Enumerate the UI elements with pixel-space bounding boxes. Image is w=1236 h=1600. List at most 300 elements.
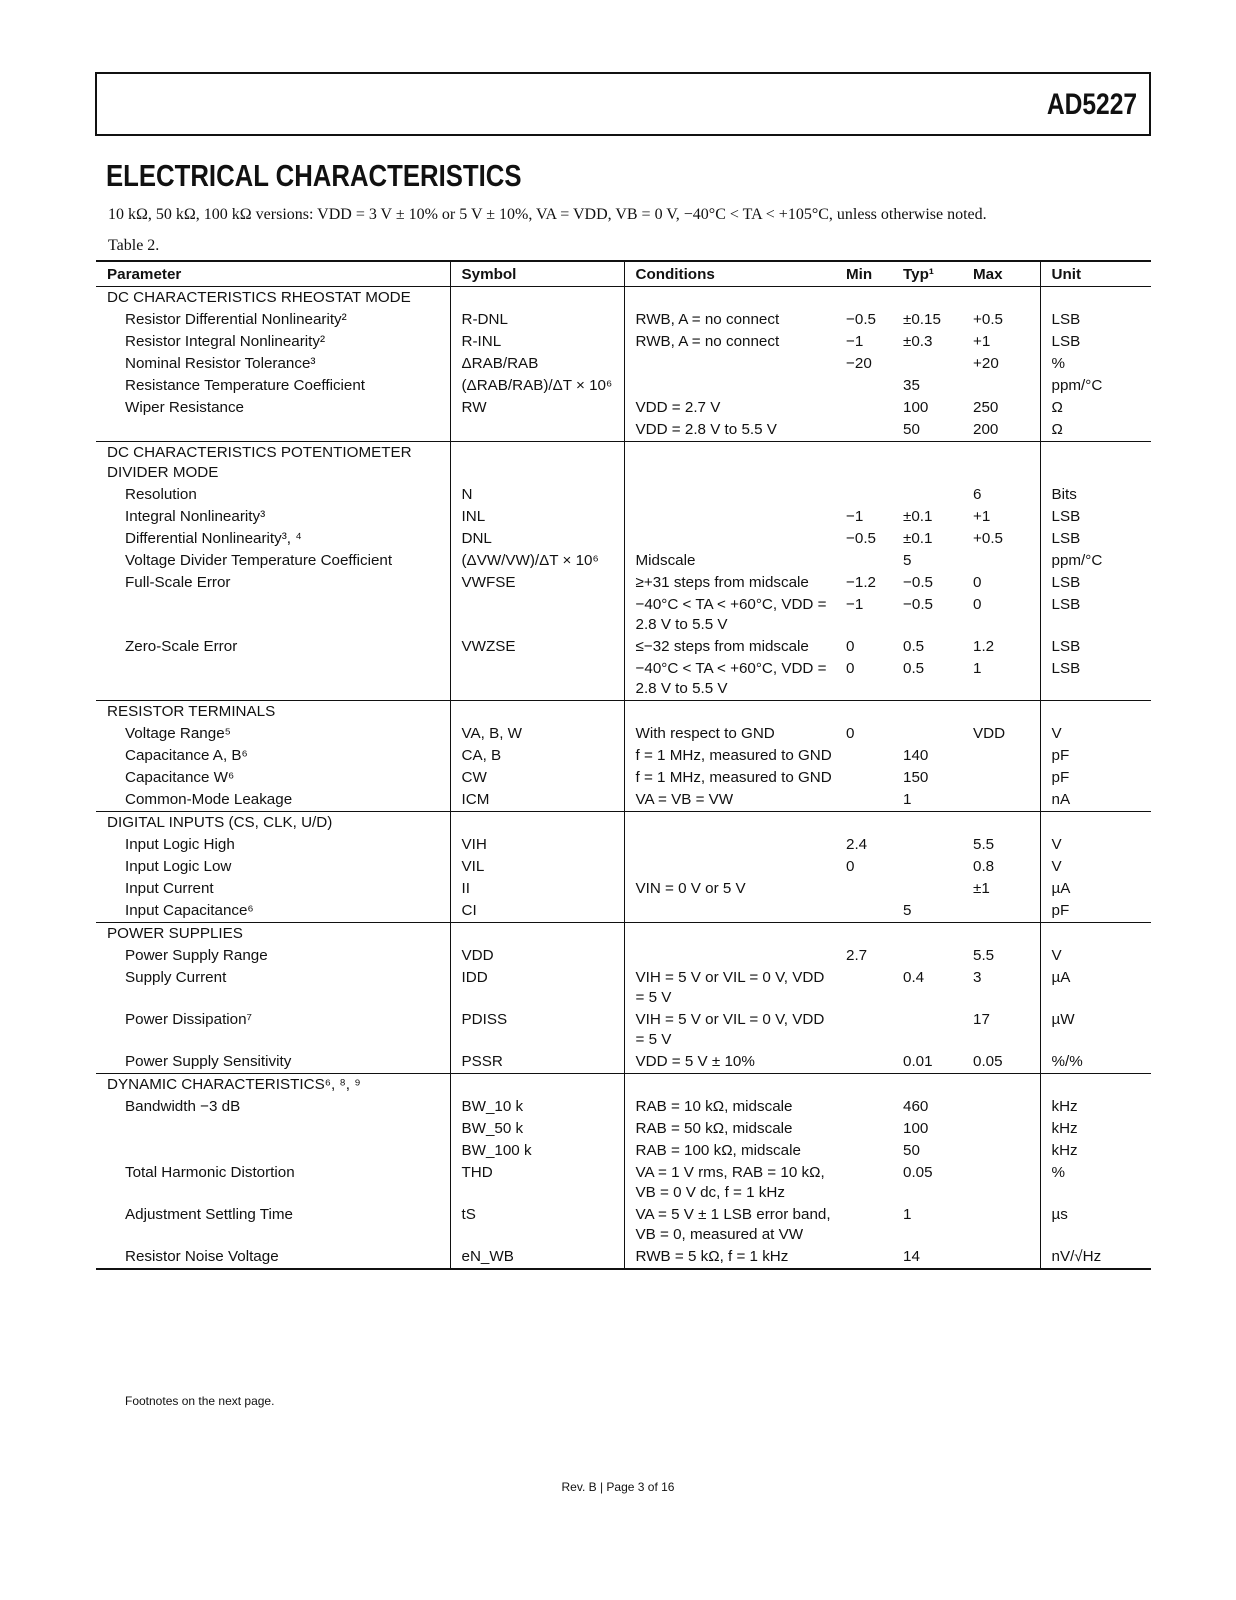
cell-max (962, 375, 1040, 397)
cell-max (962, 1140, 1040, 1162)
cell-unit: %/% (1040, 1051, 1151, 1074)
cell-parameter: DC CHARACTERISTICS POTENTIOMETER DIVIDER MODE (96, 442, 450, 485)
cell-unit: µW (1040, 1009, 1151, 1051)
cell-symbol: INL (450, 506, 624, 528)
cell-min: 2.4 (846, 836, 868, 853)
cell-symbol: BW_10 k (450, 1096, 624, 1118)
cell-min (836, 745, 892, 767)
cell-min (836, 442, 892, 485)
cell-max (962, 812, 1040, 835)
cell-max: 6 (973, 486, 982, 503)
cell-conditions: RAB = 100 kΩ, midscale (624, 1140, 836, 1162)
cell-min (836, 419, 892, 442)
cell-parameter: Integral Nonlinearity³ (125, 508, 266, 525)
cell-parameter: Voltage Divider Temperature Coefficient (125, 552, 393, 569)
cell-symbol: RW (450, 397, 624, 419)
cell-unit (1040, 287, 1151, 310)
cell-min: 0 (846, 638, 855, 655)
cell-conditions: f = 1 MHz, measured to GND (624, 745, 836, 767)
cell-parameter: Zero-Scale Error (125, 638, 238, 655)
cell-symbol: R-INL (450, 331, 624, 353)
cell-conditions (624, 834, 836, 856)
cell-typ (892, 945, 962, 967)
cell-parameter: Supply Current (125, 969, 227, 986)
cell-conditions: VDD = 2.7 V (624, 397, 836, 419)
cell-parameter: Power Supply Sensitivity (125, 1053, 292, 1070)
cell-parameter: Input Logic High (125, 836, 235, 853)
cell-conditions: VIH = 5 V or VIL = 0 V, VDD = 5 V (624, 967, 836, 1009)
cell-min (836, 287, 892, 310)
cell-symbol: VWZSE (450, 636, 624, 658)
cell-parameter: Bandwidth −3 dB (125, 1098, 241, 1115)
cell-parameter: DYNAMIC CHARACTERISTICS⁶, ⁸, ⁹ (96, 1074, 450, 1097)
section-header-row (96, 1074, 1151, 1097)
cell-parameter: Wiper Resistance (125, 399, 245, 416)
section-header-row (96, 287, 1151, 310)
cell-parameter: Resistor Differential Nonlinearity² (125, 311, 347, 328)
cell-symbol: BW_50 k (450, 1118, 624, 1140)
cell-symbol (450, 923, 624, 946)
cell-typ: 460 (903, 1098, 929, 1115)
table-row (96, 528, 1151, 550)
cell-unit: nV/√Hz (1040, 1246, 1151, 1269)
cell-typ: 0.5 (903, 638, 925, 655)
cell-parameter: Power Supply Range (125, 947, 268, 964)
cell-min: 0 (846, 725, 855, 742)
cell-symbol (450, 419, 624, 442)
table-row (96, 658, 1151, 701)
cell-parameter: Resolution (125, 486, 197, 503)
cell-typ: 150 (903, 769, 929, 786)
cell-conditions (624, 856, 836, 878)
cell-conditions: VIN = 0 V or 5 V (624, 878, 836, 900)
cell-symbol: VIH (450, 834, 624, 856)
cell-min (836, 967, 892, 1009)
cell-typ (892, 353, 962, 375)
cell-max: 1.2 (973, 638, 995, 655)
cell-conditions (624, 442, 836, 485)
table-row (96, 878, 1151, 900)
cell-parameter: Power Dissipation⁷ (125, 1011, 253, 1028)
cell-max: 250 (973, 399, 999, 416)
cell-typ (892, 1074, 962, 1097)
cell-conditions: RWB, A = no connect (624, 331, 836, 353)
cell-max (962, 701, 1040, 724)
cell-parameter: RESISTOR TERMINALS (96, 701, 450, 724)
cell-parameter: Input Logic Low (125, 858, 232, 875)
cell-unit: Ω (1040, 419, 1151, 442)
cell-conditions (624, 353, 836, 375)
specifications-table (96, 260, 1151, 1270)
cell-typ: 14 (892, 1246, 962, 1269)
cell-symbol: IDD (450, 967, 624, 1009)
table-row (96, 309, 1151, 331)
cell-typ (892, 834, 962, 856)
cell-symbol: PDISS (450, 1009, 624, 1051)
cell-parameter: Full-Scale Error (125, 574, 231, 591)
cell-symbol: VWFSE (450, 572, 624, 594)
cell-typ: 35 (903, 377, 920, 394)
cell-max (962, 900, 1040, 923)
cell-max: +0.5 (973, 311, 1003, 328)
cell-min: −0.5 (846, 311, 876, 328)
cell-typ: 100 (903, 1120, 929, 1137)
table-header-row (96, 261, 1151, 287)
cell-conditions: −40°C < TA < +60°C, VDD = 2.8 V to 5.5 V (624, 594, 836, 636)
cell-max (962, 442, 1040, 485)
cell-max: +1 (973, 333, 991, 350)
table-row (96, 572, 1151, 594)
cell-parameter: Resistor Noise Voltage (96, 1246, 450, 1269)
cell-typ: 0.5 (903, 660, 925, 677)
cell-unit: pF (1040, 745, 1151, 767)
cell-typ (892, 878, 962, 900)
cell-unit (1040, 812, 1151, 835)
cell-max: VDD (973, 725, 1006, 742)
cell-parameter (96, 594, 450, 636)
cell-min (836, 767, 892, 789)
cell-unit: µs (1040, 1204, 1151, 1246)
cell-unit: nA (1040, 789, 1151, 812)
cell-typ: ±0.15 (903, 311, 941, 328)
cell-parameter: Capacitance A, B⁶ (125, 747, 248, 764)
table-row (96, 594, 1151, 636)
cell-unit: ppm/°C (1040, 375, 1151, 397)
cell-unit: LSB (1040, 528, 1151, 550)
cell-unit: kHz (1040, 1096, 1151, 1118)
page-header-box (95, 72, 1151, 136)
cell-min: −1.2 (846, 574, 876, 591)
cell-min: −1 (846, 333, 864, 350)
cell-typ: 0.01 (903, 1053, 933, 1070)
cell-typ (892, 701, 962, 724)
cell-typ: 1 (903, 1206, 912, 1223)
cell-typ: 0.05 (903, 1164, 933, 1181)
column-header-unit: Unit (1040, 261, 1151, 287)
cell-parameter: Nominal Resistor Tolerance³ (125, 355, 316, 372)
cell-typ: 50 (903, 421, 920, 438)
cell-symbol (450, 1074, 624, 1097)
cell-parameter (96, 419, 450, 442)
cell-unit: V (1040, 723, 1151, 745)
cell-min: −0.5 (846, 530, 876, 547)
table-row (96, 1246, 1151, 1269)
cell-symbol (450, 701, 624, 724)
table-row (96, 1204, 1151, 1246)
cell-typ (892, 1009, 962, 1051)
cell-symbol: CA, B (450, 745, 624, 767)
table-row (96, 1140, 1151, 1162)
cell-max (962, 1246, 1040, 1269)
cell-typ: 5 (903, 902, 912, 919)
cell-max: 5.5 (973, 836, 995, 853)
cell-max (962, 550, 1040, 572)
cell-max: 200 (973, 421, 999, 438)
cell-symbol: THD (450, 1162, 624, 1204)
column-header-conditions: Conditions (624, 261, 836, 287)
table-row (96, 1096, 1151, 1118)
cell-conditions: VA = 1 V rms, RAB = 10 kΩ, VB = 0 V dc, f = 1 kHz (624, 1162, 836, 1204)
cell-unit: V (1040, 945, 1151, 967)
cell-min (836, 701, 892, 724)
cell-min (836, 484, 892, 506)
cell-max (962, 287, 1040, 310)
cell-parameter (96, 1118, 450, 1140)
cell-symbol: DNL (450, 528, 624, 550)
cell-unit: Bits (1040, 484, 1151, 506)
cell-max (962, 1204, 1040, 1246)
table-row (96, 636, 1151, 658)
cell-conditions: Midscale (624, 550, 836, 572)
cell-max: 0.8 (973, 858, 995, 875)
cell-symbol: CI (450, 900, 624, 923)
column-header-min: Min (836, 261, 892, 287)
cell-symbol: (ΔRAB/RAB)/ΔT × 10⁶ (450, 375, 624, 397)
cell-conditions: −40°C < TA < +60°C, VDD = 2.8 V to 5.5 V (624, 658, 836, 701)
section-header-row (96, 812, 1151, 835)
cell-symbol: PSSR (450, 1051, 624, 1074)
cell-min: 2.7 (846, 947, 868, 964)
cell-max: +20 (973, 355, 999, 372)
cell-unit: pF (1040, 900, 1151, 923)
cell-symbol: ΔRAB/RAB (450, 353, 624, 375)
cell-min (836, 1051, 892, 1074)
cell-typ (892, 923, 962, 946)
cell-symbol (450, 658, 624, 701)
cell-min (836, 812, 892, 835)
cell-max: 5.5 (973, 947, 995, 964)
table-row (96, 745, 1151, 767)
cell-unit (1040, 442, 1151, 485)
cell-conditions (624, 812, 836, 835)
cell-max (962, 923, 1040, 946)
cell-parameter: Voltage Range⁵ (125, 725, 231, 742)
cell-conditions: RWB, A = no connect (624, 309, 836, 331)
cell-min (836, 1118, 892, 1140)
cell-parameter: Resistor Integral Nonlinearity² (125, 333, 326, 350)
cell-max: 0.05 (973, 1053, 1003, 1070)
section-title: ELECTRICAL CHARACTERISTICS (106, 158, 522, 193)
cell-min (836, 397, 892, 419)
cell-max (962, 767, 1040, 789)
cell-max (962, 1074, 1040, 1097)
cell-unit: V (1040, 856, 1151, 878)
section-header-row (96, 923, 1151, 946)
cell-conditions (624, 945, 836, 967)
table-row (96, 550, 1151, 572)
cell-typ: ±0.1 (903, 508, 933, 525)
cell-conditions: ≥+31 steps from midscale (624, 572, 836, 594)
cell-max: +1 (973, 508, 991, 525)
cell-symbol: BW_100 k (450, 1140, 624, 1162)
cell-typ: 5 (903, 552, 912, 569)
cell-symbol: II (450, 878, 624, 900)
cell-conditions: RAB = 50 kΩ, midscale (624, 1118, 836, 1140)
part-number: AD5227 (1046, 88, 1137, 121)
cell-unit: % (1040, 353, 1151, 375)
cell-typ: −0.5 (903, 596, 933, 613)
cell-typ: 140 (903, 747, 929, 764)
intro-conditions: 10 kΩ, 50 kΩ, 100 kΩ versions: VDD = 3 V ± 10% or 5 V ± 10%, VA = VDD, VB = 0 V, −40°C < TA < +105°C, unless otherwise noted. (108, 206, 987, 223)
cell-conditions: f = 1 MHz, measured to GND (624, 767, 836, 789)
cell-min: −1 (846, 596, 864, 613)
section-header-row (96, 701, 1151, 724)
cell-conditions: RWB = 5 kΩ, f = 1 kHz (624, 1246, 836, 1269)
table-row (96, 834, 1151, 856)
cell-min (836, 375, 892, 397)
cell-parameter: Input Capacitance⁶ (125, 902, 254, 919)
cell-unit: LSB (1040, 506, 1151, 528)
cell-conditions (624, 528, 836, 550)
cell-symbol (450, 812, 624, 835)
cell-symbol: tS (450, 1204, 624, 1246)
cell-max: 0 (973, 596, 982, 613)
cell-max (962, 745, 1040, 767)
cell-parameter: DIGITAL INPUTS (CS, CLK, U/D) (96, 812, 450, 835)
cell-parameter: Common-Mode Leakage (125, 791, 293, 808)
cell-min: 0 (846, 660, 855, 677)
cell-symbol: VDD (450, 945, 624, 967)
cell-min (836, 1074, 892, 1097)
cell-symbol: VIL (450, 856, 624, 878)
cell-min (836, 878, 892, 900)
table-row (96, 1118, 1151, 1140)
cell-typ: 100 (903, 399, 929, 416)
cell-conditions: VIH = 5 V or VIL = 0 V, VDD = 5 V (624, 1009, 836, 1051)
cell-parameter: Adjustment Settling Time (125, 1206, 293, 1223)
cell-max (962, 1162, 1040, 1204)
cell-typ: 50 (903, 1142, 920, 1159)
table-row (96, 375, 1151, 397)
column-header-parameter: Parameter (96, 261, 450, 287)
cell-unit: LSB (1040, 594, 1151, 636)
table-row (96, 353, 1151, 375)
table-row (96, 506, 1151, 528)
cell-min: 0 (846, 858, 855, 875)
column-header-typ: Typ¹ (892, 261, 962, 287)
cell-parameter: Capacitance W⁶ (125, 769, 235, 786)
cell-symbol: (ΔVW/VW)/ΔT × 10⁶ (450, 550, 624, 572)
cell-unit: LSB (1040, 636, 1151, 658)
cell-symbol (450, 442, 624, 485)
cell-min (836, 900, 892, 923)
cell-typ: 0.4 (903, 969, 925, 986)
cell-min (836, 1096, 892, 1118)
cell-unit (1040, 923, 1151, 946)
cell-unit: LSB (1040, 331, 1151, 353)
cell-max: 3 (973, 969, 982, 986)
cell-min (836, 1204, 892, 1246)
cell-parameter: Input Current (125, 880, 214, 897)
cell-typ (892, 812, 962, 835)
cell-parameter: Total Harmonic Distortion (125, 1164, 295, 1181)
cell-min (836, 550, 892, 572)
table-row (96, 1051, 1151, 1074)
cell-conditions: VA = VB = VW (624, 789, 836, 812)
table-label: Table 2. (108, 237, 160, 254)
cell-symbol (450, 594, 624, 636)
cell-max: +0.5 (973, 530, 1003, 547)
cell-unit: Ω (1040, 397, 1151, 419)
cell-max (962, 1096, 1040, 1118)
table-row (96, 331, 1151, 353)
cell-typ: 1 (903, 791, 912, 808)
table-row (96, 856, 1151, 878)
cell-parameter: Differential Nonlinearity³, ⁴ (125, 530, 302, 547)
cell-symbol: CW (450, 767, 624, 789)
cell-max (962, 1118, 1040, 1140)
cell-unit: % (1040, 1162, 1151, 1204)
cell-min (836, 923, 892, 946)
cell-conditions: ≤−32 steps from midscale (624, 636, 836, 658)
column-header-max: Max (962, 261, 1040, 287)
cell-symbol: eN_WB (450, 1246, 624, 1269)
cell-typ: ±0.1 (903, 530, 933, 547)
cell-conditions (624, 287, 836, 310)
cell-unit: V (1040, 834, 1151, 856)
cell-conditions (624, 701, 836, 724)
cell-min: −20 (846, 355, 872, 372)
section-header-row (96, 442, 1151, 485)
cell-max: ±1 (973, 880, 990, 897)
cell-conditions (624, 923, 836, 946)
cell-conditions: VA = 5 V ± 1 LSB error band, VB = 0, measured at VW (624, 1204, 836, 1246)
cell-unit: LSB (1040, 309, 1151, 331)
table-body (96, 287, 1151, 1270)
cell-conditions (624, 1074, 836, 1097)
cell-min: −1 (846, 508, 864, 525)
cell-conditions (624, 484, 836, 506)
cell-typ (892, 723, 962, 745)
cell-conditions (624, 506, 836, 528)
table-row (96, 945, 1151, 967)
table-row (96, 397, 1151, 419)
table-row (96, 900, 1151, 923)
cell-min (836, 1246, 892, 1269)
cell-unit: kHz (1040, 1140, 1151, 1162)
cell-min (836, 1162, 892, 1204)
cell-symbol: ICM (450, 789, 624, 812)
cell-parameter: Resistance Temperature Coefficient (125, 377, 366, 394)
cell-typ: ±0.3 (903, 333, 933, 350)
cell-unit: LSB (1040, 658, 1151, 701)
cell-parameter (96, 1140, 450, 1162)
cell-max (962, 789, 1040, 812)
cell-max: 17 (973, 1011, 990, 1028)
cell-symbol: N (450, 484, 624, 506)
cell-unit (1040, 701, 1151, 724)
cell-min (836, 1140, 892, 1162)
footnote: Footnotes on the next page. (125, 1394, 275, 1408)
cell-conditions: RAB = 10 kΩ, midscale (624, 1096, 836, 1118)
cell-unit: µA (1040, 967, 1151, 1009)
cell-conditions: With respect to GND (624, 723, 836, 745)
cell-unit: µA (1040, 878, 1151, 900)
cell-symbol (450, 287, 624, 310)
column-header-symbol: Symbol (450, 261, 624, 287)
cell-unit (1040, 1074, 1151, 1097)
table-row (96, 723, 1151, 745)
table-row (96, 967, 1151, 1009)
cell-typ (892, 484, 962, 506)
cell-unit: kHz (1040, 1118, 1151, 1140)
cell-unit: pF (1040, 767, 1151, 789)
cell-max: 1 (973, 660, 982, 677)
cell-parameter: DC CHARACTERISTICS RHEOSTAT MODE (107, 289, 411, 306)
cell-conditions (624, 375, 836, 397)
table-row (96, 1009, 1151, 1051)
table-row (96, 1162, 1151, 1204)
